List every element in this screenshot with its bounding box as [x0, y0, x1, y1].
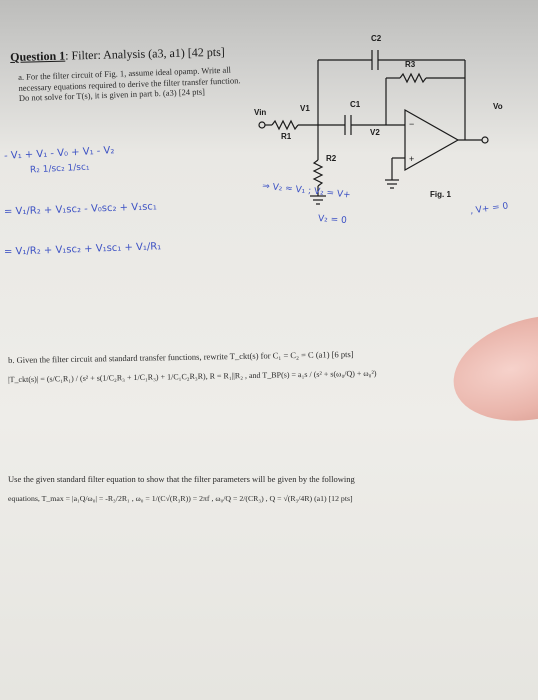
c1-label: C1	[350, 100, 361, 109]
handwriting-note3: , V+ = 0	[469, 201, 509, 217]
handwriting-line2: = V₁/R₂ + V₁sc₂ - V₀sc₂ + V₁sc₁	[3, 201, 158, 218]
vin-label: Vin	[254, 108, 267, 117]
r3-label: R3	[405, 60, 416, 69]
handwriting-line1-denominators: R₂ 1/sc₂ 1/sc₁	[29, 162, 90, 176]
r1-resistor	[272, 121, 298, 129]
part-c-equations: equations, T_max = |a₁Q/ω₀| = -R₃/2R₁ , ω₀ = 1/(C√(R₃R)) = 2πf , ω₀/Q = 2/(CR₃) , Q = √(R₃/4R) (a1) [12 pts]	[8, 494, 353, 503]
r2-resistor	[314, 160, 322, 186]
r1-label: R1	[281, 132, 292, 141]
fig-label: Fig. 1	[430, 190, 451, 199]
vo-label: Vo	[493, 102, 503, 111]
v1-label: V1	[300, 104, 310, 113]
thumb-overlay	[442, 299, 538, 437]
handwriting-line3: = V₁/R₂ + V₁sc₂ + V₁sc₁ + V₁/R₁	[3, 241, 162, 258]
v2-label: V2	[370, 128, 380, 137]
question-number: Question 1	[10, 48, 66, 64]
part-a-prompt: a. For the filter circuit of Fig. 1, assume ideal opamp. Write all necessary equations required to derive the filter transfer function. Do not solve for T(s), it is given in part b. (a3) [24 pts]	[18, 64, 241, 103]
vin-terminal	[259, 122, 265, 128]
r3-resistor	[400, 74, 426, 82]
tckt-label: |T_ckt(s)| =	[7, 374, 47, 385]
handwriting-line1: - V₁ + V₁ - V₀ + V₁ - V₂	[3, 145, 115, 162]
handwriting-note2: V₂ = 0	[317, 214, 348, 226]
tckt-expression: (s/C₁R₁) / (s² + s(1/C₂R₃ + 1/C₁R₃) + 1/C₁C₂R₃R)	[46, 371, 206, 384]
part-b-equations	[8, 369, 377, 384]
part-c-prompt: Use the given standard filter equation to show that the filter parameters will be given by the following	[8, 474, 355, 484]
c2-label: C2	[371, 34, 382, 43]
question-title: : Filter: Analysis (a3, a1) [42 pts]	[64, 44, 225, 63]
vo-terminal	[482, 137, 488, 143]
r2-label: R2	[326, 154, 337, 163]
r-definition: , R = R₁||R₂ , and T_BP(s) =	[205, 370, 299, 381]
part-b-prompt: b. Given the filter circuit and standard transfer functions, rewrite T_ckt(s) for C₁ = C₂ = C (a1) [6 pts]	[7, 348, 354, 366]
opamp-plus: +	[409, 154, 415, 164]
opamp-minus: −	[409, 119, 415, 129]
tbp-expression: a₁s / (s² + s(ω₀/Q) + ω₀²)	[297, 368, 377, 380]
handwriting-note1: ⇒ V₂ ≈ V₁ ; V₂ = V+	[261, 181, 351, 201]
